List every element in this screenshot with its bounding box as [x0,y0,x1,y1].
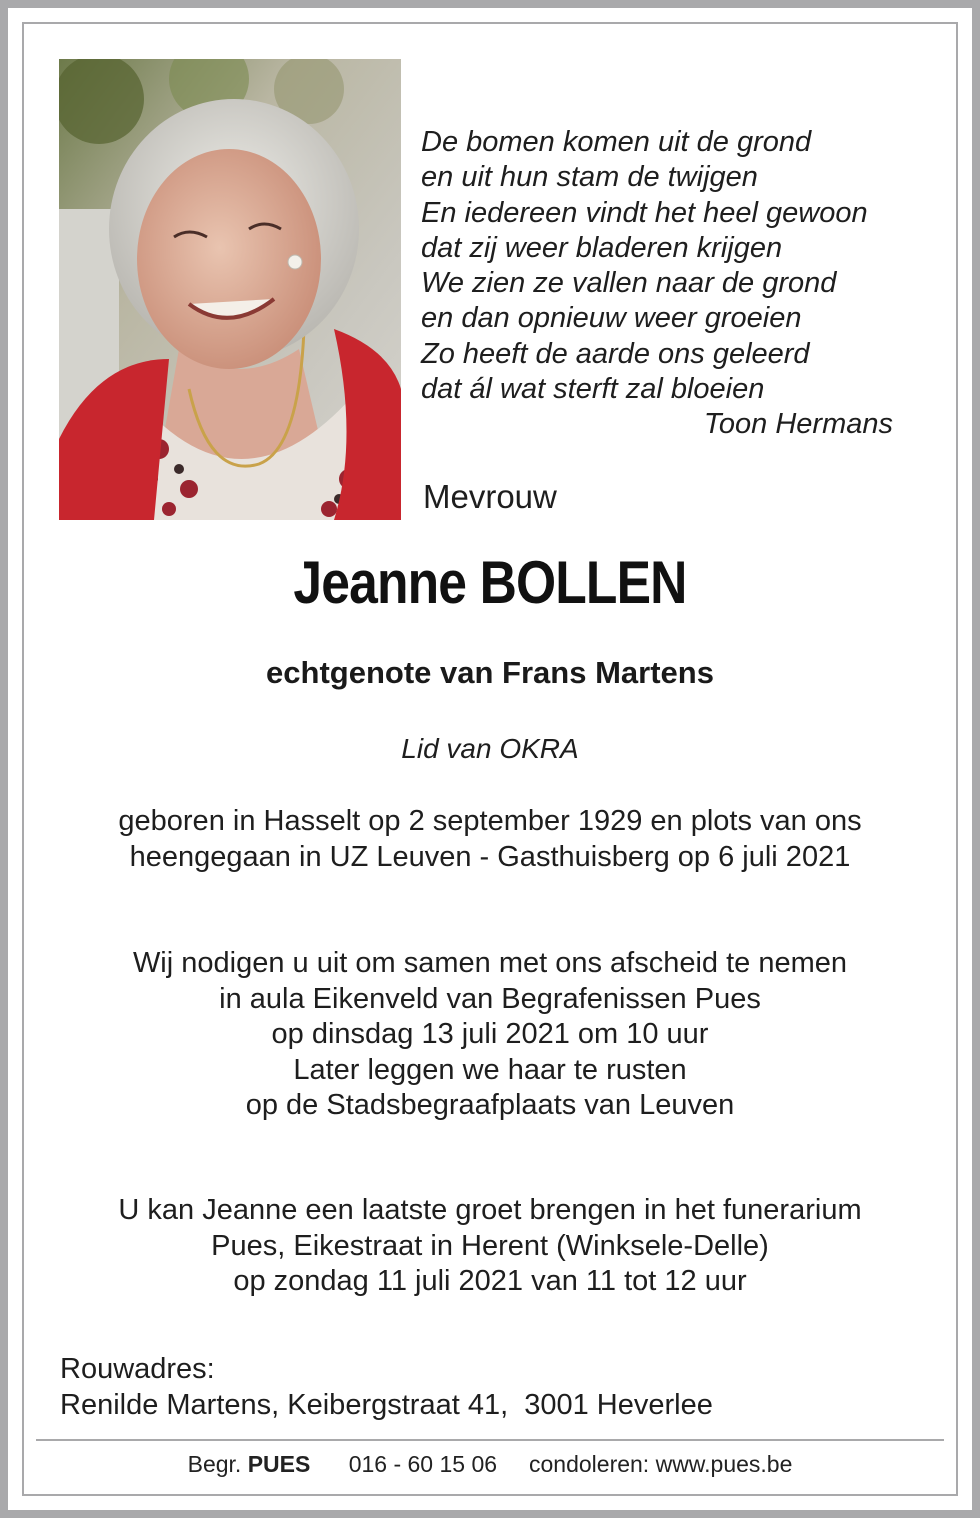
poem-line: De bomen komen uit de grond [421,126,812,158]
poem [421,125,901,443]
footer-condolence-link[interactable]: condoleren: www.pues.be [529,1451,793,1477]
viewing-line: Pues, Eikestraat in Herent (Winksele-Delle) [211,1229,769,1262]
poem-line: Zo heeft de aarde ons geleerd [421,337,810,370]
poem-author: Toon Hermans [703,408,893,441]
portrait-photo [59,59,401,520]
salutation: Mevrouw [423,478,557,515]
ceremony-line: op dinsdag 13 juli 2021 om 10 uur [271,1018,709,1050]
birth-death-info [0,804,980,875]
spouse-line: echtgenote van Frans Martens [266,655,714,690]
viewing-info [0,1193,980,1300]
footer-company: PUES [247,1451,311,1477]
poem-line: en uit hun stam de twijgen [421,161,758,194]
address-value: Renilde Martens, Keibergstraat 41, 3001 Heverlee [60,1389,713,1421]
ceremony-info [0,946,980,1124]
birth-line: geboren in Hasselt op 2 september 1929 en plots van ons [118,805,862,837]
deceased-name: Jeanne BOLLEN [293,549,687,616]
ceremony-line: in aula Eikenveld van Begrafenissen Pues [219,982,761,1015]
footer-prefix: Begr. [187,1451,242,1477]
viewing-line: U kan Jeanne een laatste groet brengen in het funerarium [118,1194,862,1226]
mourning-address [60,1351,713,1423]
poem-line: dat zij weer bladeren krijgen [421,231,783,264]
footer-divider [36,1439,944,1441]
viewing-line: op zondag 11 juli 2021 van 11 tot 12 uur [233,1265,747,1297]
poem-line: En iedereen vindt het heel gewoon [421,196,868,229]
ceremony-line: op de Stadsbegraafplaats van Leuven [245,1089,735,1121]
footer [0,1451,980,1478]
ceremony-line: Later leggen we haar te rusten [293,1053,687,1086]
footer-phone: 016 - 60 15 06 [348,1451,498,1477]
poem-line: en dan opnieuw weer groeien [421,302,802,335]
address-label: Rouwadres: [60,1353,215,1385]
ceremony-line: Wij nodigen u uit om samen met ons afscheid te nemen [132,947,848,979]
death-line: heengegaan in UZ Leuven - Gasthuisberg op 6 juli 2021 [129,840,851,873]
poem-line: dat ál wat sterft zal bloeien [421,373,765,406]
poem-line: We zien ze vallen naar de grond [421,267,837,300]
membership-line: Lid van OKRA [401,733,579,764]
